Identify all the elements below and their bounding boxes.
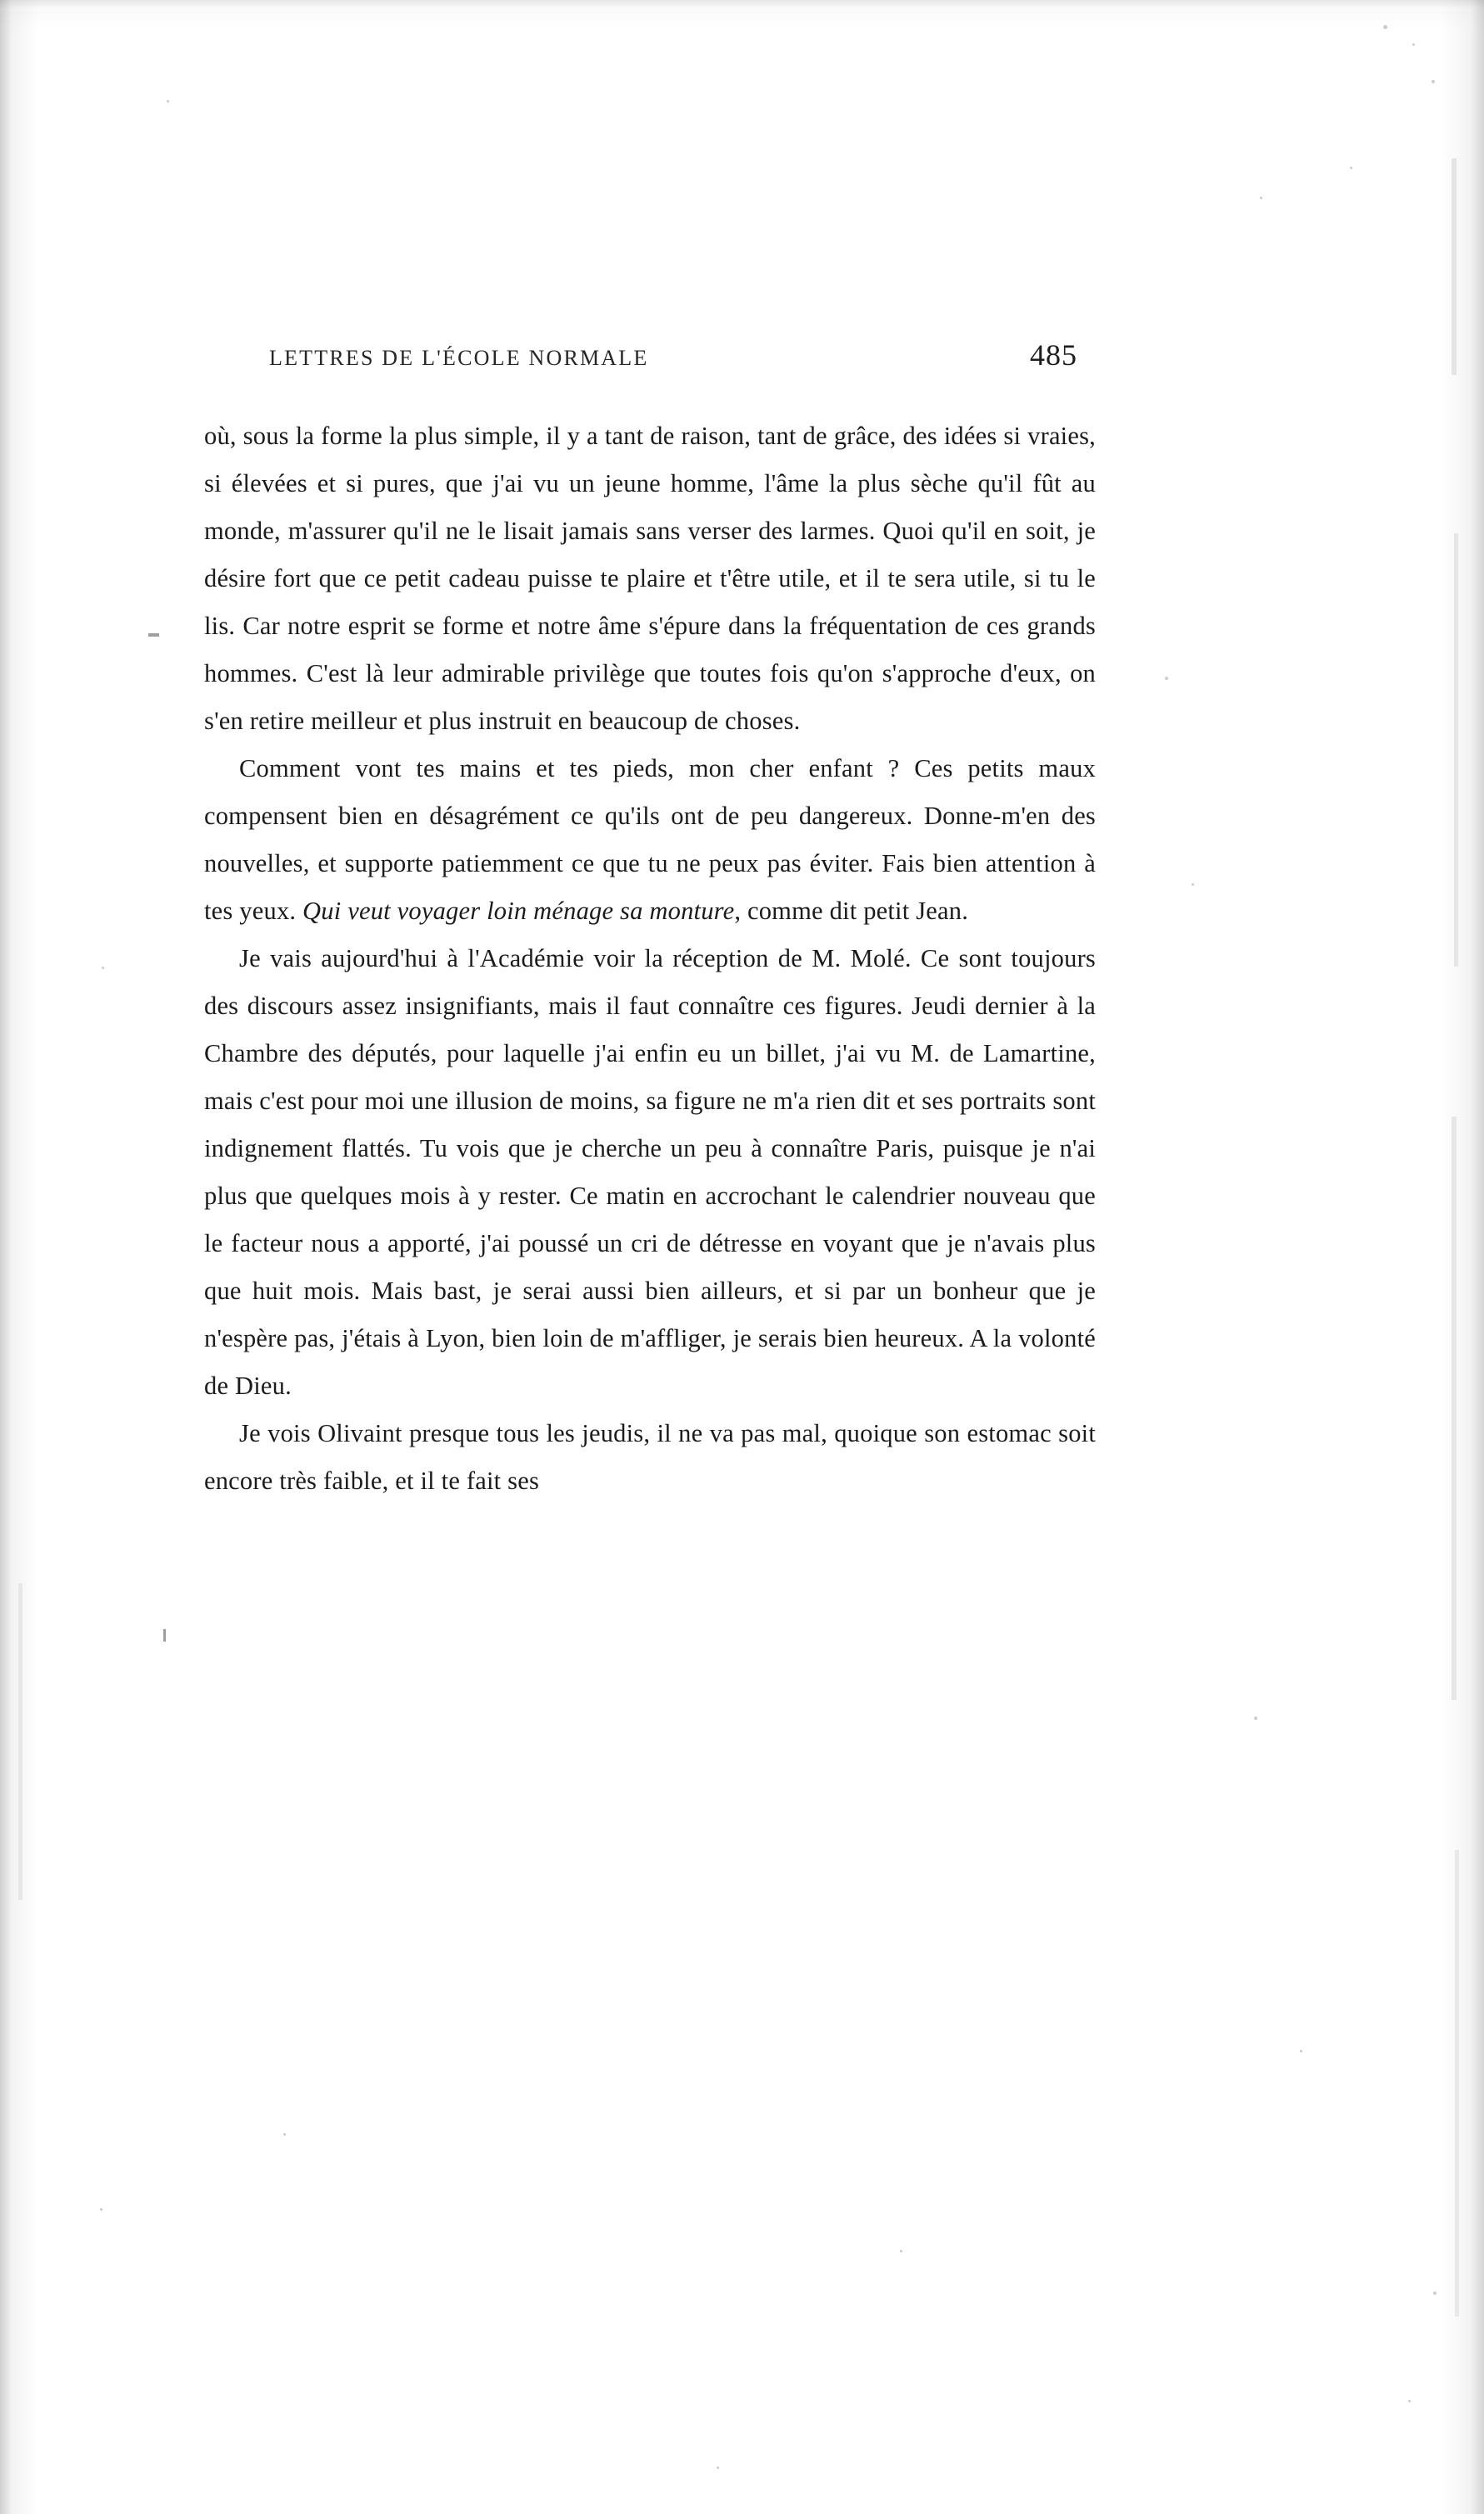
text-run: Comment vont tes mains et tes pieds, mon cher enfant ? Ces petits maux compensent bien en désagrément ce qu'ils ont de peu dangereux. Donne-m'en des nouvelles, et supporte patiemment ce que tu ne peux pas éviter. Fais bien attention à tes yeux.: [204, 754, 1096, 925]
paragraph: [204, 935, 1096, 1410]
margin-tick: [163, 1629, 166, 1642]
text-run: , comme dit petit Jean.: [734, 897, 969, 925]
page-edge-mark: [18, 1583, 22, 1900]
paragraph: [204, 1410, 1096, 1505]
paragraph: [204, 412, 1096, 745]
running-head: [204, 337, 1096, 372]
page-number: 485: [1030, 338, 1077, 372]
margin-tick: [148, 633, 159, 637]
body-text: [204, 412, 1096, 1505]
text-run: où, sous la forme la plus simple, il y a tant de raison, tant de grâce, des idées si vraies, si élevées et si pures, que j'ai vu un jeune homme, l'âme la plus sèche qu'il fût au monde, m'assurer qu'il ne le lisait jamais sans verser des larmes. Quoi qu'il en soit, je désire fort que ce petit cadeau puisse te plaire et t'être utile, et il te sera utile, si tu le lis. Car notre esprit se forme et notre âme s'épure dans la fréquentation de ces grands hommes. C'est là leur admirable privilège que toutes fois qu'on s'approche d'eux, on s'en retire meilleur et plus instruit en beaucoup de choses.: [204, 422, 1096, 735]
page-content: [204, 337, 1096, 1505]
italic-quotation: Qui veut voyager loin ménage sa monture: [302, 897, 735, 925]
page-edge-mark: [1455, 1850, 1459, 2317]
page-edge-mark: [1454, 533, 1458, 967]
paragraph: [204, 745, 1096, 935]
text-run: Je vois Olivaint presque tous les jeudis, il ne va pas mal, quoique son estomac soit encore très faible, et il te fait ses: [204, 1419, 1096, 1495]
page-edge-mark: [1452, 1117, 1457, 1700]
page-edge-mark: [1452, 158, 1457, 375]
running-head-title: LETTRES DE L'ÉCOLE NORMALE: [269, 346, 649, 370]
text-run: Je vais aujourd'hui à l'Académie voir la réception de M. Molé. Ce sont toujours des discours assez insignifiants, mais il faut connaître ces figures. Jeudi dernier à la Chambre des députés, pour laquelle j'ai enfin eu un billet, j'ai vu M. de Lamartine, mais c'est pour moi une illusion de moins, sa figure ne m'a rien dit et ses portraits sont indignement flattés. Tu vois que je cherche un peu à connaître Paris, puisque je n'ai plus que quelques mois à y rester. Ce matin en accrochant le calendrier nouveau que le facteur nous a apporté, j'ai poussé un cri de détresse en voyant que je n'avais plus que huit mois. Mais bast, je serai aussi bien ailleurs, et si par un bonheur que je n'espère pas, j'étais à Lyon, bien loin de m'affliger, je serais bien heureux. A la volonté de Dieu.: [204, 944, 1096, 1400]
